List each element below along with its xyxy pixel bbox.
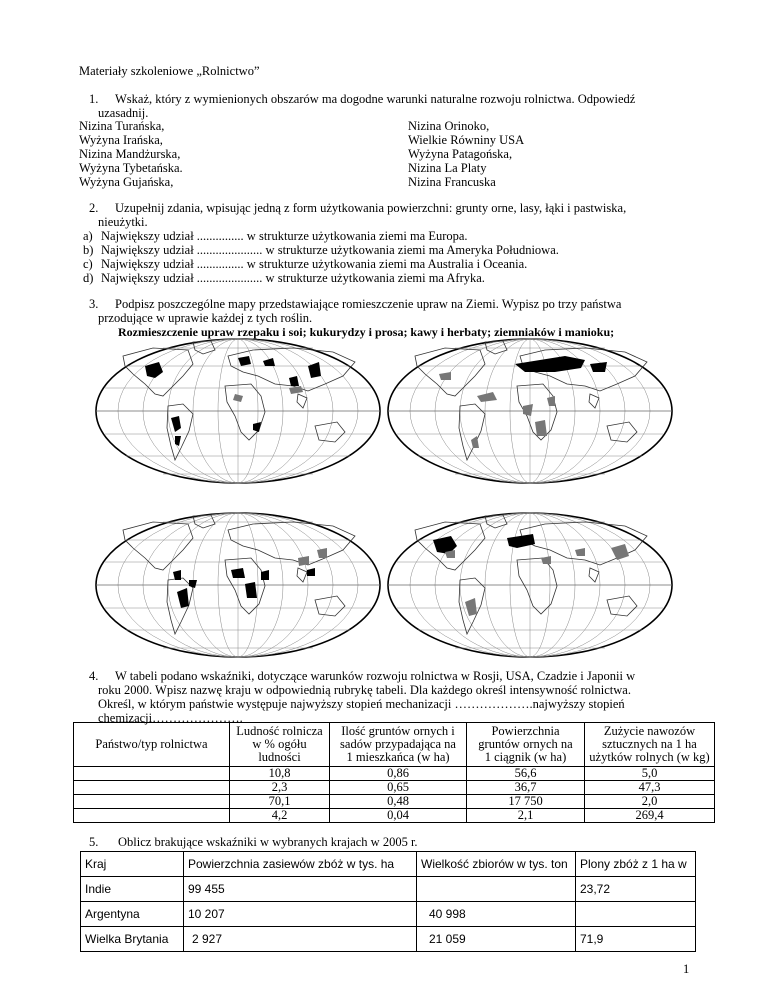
q1-text-line1: Wskaż, który z wymienionych obszarów ma dogodne warunki naturalne rozwoju rolnictwa. Odpowiedź xyxy=(115,92,636,106)
q4-table-row xyxy=(74,809,715,823)
crop-map-4 xyxy=(385,510,675,660)
q4-cell: 10,8 xyxy=(230,767,330,781)
q4-header-cell: Państwo/typ rolnictwa xyxy=(74,723,230,767)
q5-table xyxy=(80,851,696,952)
q4-header-line: ludności xyxy=(258,750,301,764)
q4-cell: 36,7 xyxy=(467,781,585,795)
q4-header-line: użytków rolnych (w kg) xyxy=(589,750,710,764)
q5-cell: 23,72 xyxy=(576,877,696,902)
q4-header-line: Ludność rolnicza xyxy=(236,724,323,738)
q5-cell: 21 059 xyxy=(417,927,576,952)
crop-map-3 xyxy=(93,510,383,660)
q2-item-text: Największy udział ..................... w strukturze użytkowania ziemi ma Ameryka Południowa. xyxy=(101,243,559,257)
q3-text-line2: przodujące w uprawie każdej z tych roślin. xyxy=(98,311,313,325)
q1-left-item: Nizina Turańska, xyxy=(79,119,165,133)
q4-header-cell xyxy=(230,723,330,767)
q1-right-item: Nizina Orinoko, xyxy=(408,119,490,133)
q5-country-cell: Indie xyxy=(81,877,184,902)
q4-text-line1: W tabeli podano wskaźniki, dotyczące warunków rozwoju rolnictwa w Rosji, USA, Czadzie i Japonii w xyxy=(115,669,636,683)
q4-country-cell[interactable] xyxy=(74,795,230,809)
q4-header-cell xyxy=(585,723,715,767)
q4-cell: 0,65 xyxy=(330,781,467,795)
q4-country-cell[interactable] xyxy=(74,809,230,823)
q4-cell: 0,86 xyxy=(330,767,467,781)
page-number: 1 xyxy=(683,962,690,976)
q1-right-item: Nizina La Platy xyxy=(408,161,487,175)
q4-cell: 17 750 xyxy=(467,795,585,809)
q4-cell: 0,48 xyxy=(330,795,467,809)
q4-number: 4. xyxy=(89,669,99,683)
crop-map-2 xyxy=(385,336,675,486)
q5-header-cell: Plony zbóż z 1 ha w xyxy=(576,852,696,877)
crop-map-1 xyxy=(93,336,383,486)
q4-header-line: 1 mieszkańca (w ha) xyxy=(346,750,450,764)
q3-number: 3. xyxy=(89,297,99,311)
q4-cell: 2,3 xyxy=(230,781,330,795)
q2-item-text: Największy udział ..................... w strukturze użytkowania ziemi ma Afryka. xyxy=(101,271,485,285)
q4-text-line3: Określ, w którym państwie występuje najwyższy stopień mechanizacji ……………….najwyższy stopień xyxy=(98,697,625,711)
q2-number: 2. xyxy=(89,201,99,215)
q4-cell: 0,04 xyxy=(330,809,467,823)
q4-table xyxy=(73,722,715,823)
q5-cell: 10 207 xyxy=(184,902,417,927)
q4-table-row xyxy=(74,795,715,809)
q4-text-line4: chemizacji…………………. xyxy=(98,711,243,725)
q1-right-item: Wyżyna Patagońska, xyxy=(408,147,513,161)
q5-cell: 40 998 xyxy=(417,902,576,927)
q5-cell[interactable] xyxy=(576,902,696,927)
q5-table-row xyxy=(81,927,696,952)
q4-country-cell[interactable] xyxy=(74,767,230,781)
q5-country-cell: Wielka Brytania xyxy=(81,927,184,952)
q4-cell: 70,1 xyxy=(230,795,330,809)
q5-header-cell: Kraj xyxy=(81,852,184,877)
q4-table-row xyxy=(74,781,715,795)
q4-header-line: sadów przypadająca na xyxy=(340,737,456,751)
q5-country-cell: Argentyna xyxy=(81,902,184,927)
q4-cell: 5,0 xyxy=(585,767,715,781)
q1-text-line2: uzasadnij. xyxy=(98,106,149,120)
q4-table-row xyxy=(74,767,715,781)
q2-item-letter: c) xyxy=(83,257,93,271)
q1-left-item: Nizina Mandżurska, xyxy=(79,147,181,161)
q5-table-row xyxy=(81,877,696,902)
q1-left-item: Wyżyna Gujańska, xyxy=(79,175,174,189)
q4-text-line2: roku 2000. Wpisz nazwę kraju w odpowiednią rubrykę tabeli. Dla każdego określ intensywność rolnictwa. xyxy=(98,683,631,697)
q5-table-row xyxy=(81,902,696,927)
q4-header-line: sztucznych na 1 ha xyxy=(602,737,697,751)
q4-cell: 4,2 xyxy=(230,809,330,823)
q5-cell: 2 927 xyxy=(184,927,417,952)
q4-header-line: Ilość gruntów ornych i xyxy=(341,724,455,738)
q4-header-line: gruntów ornych na xyxy=(478,737,573,751)
q4-header-line: w % ogółu xyxy=(252,737,307,751)
q4-header-cell xyxy=(330,723,467,767)
q5-header-cell: Powierzchnia zasiewów zbóż w tys. ha xyxy=(184,852,417,877)
q4-header-line: Zużycie nawozów xyxy=(603,724,696,738)
q5-header-cell: Wielkość zbiorów w tys. ton xyxy=(417,852,576,877)
q4-header-row xyxy=(74,723,715,767)
q1-right-item: Wielkie Równiny USA xyxy=(408,133,525,147)
q5-header-row xyxy=(81,852,696,877)
q1-right-item: Nizina Francuska xyxy=(408,175,496,189)
q4-country-cell[interactable] xyxy=(74,781,230,795)
q1-left-item: Wyżyna Irańska, xyxy=(79,133,163,147)
q5-cell[interactable] xyxy=(417,877,576,902)
q4-header-line: Powierzchnia xyxy=(491,724,560,738)
q2-item-letter: a) xyxy=(83,229,93,243)
q2-item-letter: b) xyxy=(83,243,94,257)
q4-header-line: 1 ciągnik (w ha) xyxy=(484,750,567,764)
q4-cell: 2,0 xyxy=(585,795,715,809)
q5-cell: 99 455 xyxy=(184,877,417,902)
q2-text-line1: Uzupełnij zdania, wpisując jedną z form użytkowania powierzchni: grunty orne, lasy, łąki i pastwiska, xyxy=(115,201,627,215)
q3-text-line1: Podpisz poszczególne mapy przedstawiające romieszczenie upraw na Ziemi. Wypisz po trzy państwa xyxy=(115,297,622,311)
q2-item-text: Największy udział ............... w strukturze użytkowania ziemi ma Europa. xyxy=(101,229,468,243)
q4-cell: 56,6 xyxy=(467,767,585,781)
q4-cell: 47,3 xyxy=(585,781,715,795)
q5-text: Oblicz brakujące wskaźniki w wybranych krajach w 2005 r. xyxy=(118,835,418,849)
document-title: Materiały szkoleniowe „Rolnictwo” xyxy=(79,64,260,78)
q5-cell: 71,9 xyxy=(576,927,696,952)
q4-cell: 2,1 xyxy=(467,809,585,823)
q4-header-cell xyxy=(467,723,585,767)
q1-left-item: Wyżyna Tybetańska. xyxy=(79,161,183,175)
q3-subtitle: Rozmieszczenie upraw rzepaku i soi; kukurydzy i prosa; kawy i herbaty; ziemniaków i manioku; xyxy=(118,325,615,339)
q5-number: 5. xyxy=(89,835,99,849)
q2-item-letter: d) xyxy=(83,271,94,285)
q2-item-text: Największy udział ............... w strukturze użytkowania ziemi ma Australia i Oceania. xyxy=(101,257,528,271)
q2-text-line2: nieużytki. xyxy=(98,215,148,229)
q1-number: 1. xyxy=(89,92,99,106)
q4-cell: 269,4 xyxy=(585,809,715,823)
